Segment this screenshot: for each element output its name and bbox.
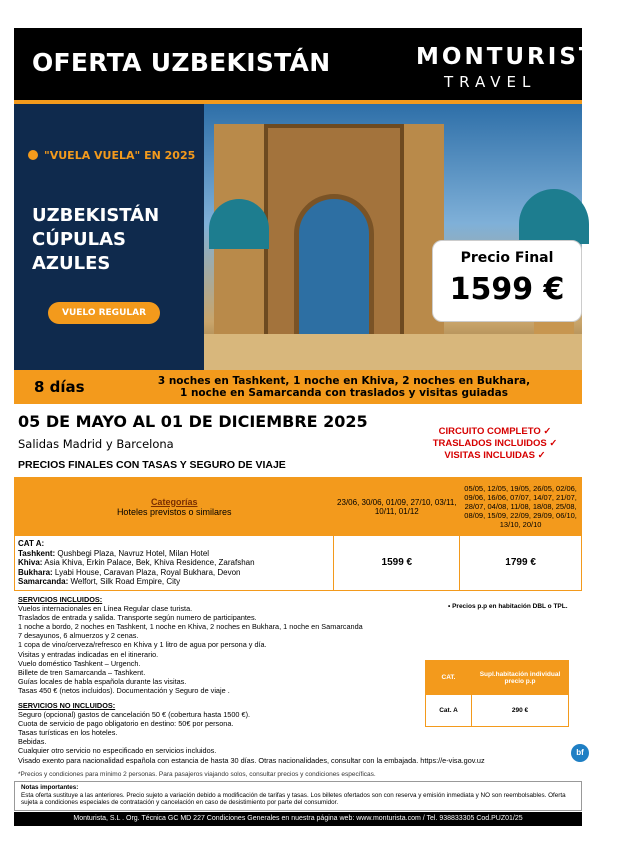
price-table (14, 477, 582, 591)
services-not-included (18, 701, 485, 765)
list-item: Visitas y entradas indicadas en el itinerario. (18, 649, 159, 659)
list-item: Visado exento para nacionalidad española con estancia de hasta 30 días. Otras nacionalidades, consultar con la embajada. https://e-visa.gov.uz (18, 755, 485, 765)
city-name: Tashkent: (18, 548, 56, 558)
header-bar (14, 28, 617, 100)
supplement-table (425, 660, 569, 727)
category-name: CAT A: (18, 539, 45, 548)
hotel-line-samarcanda (18, 577, 330, 587)
price-table-header (15, 478, 582, 536)
vuelo-regular-button[interactable]: VUELO REGULAR (48, 302, 160, 324)
list-item: Seguro (opcional) gastos de cancelación 50 € (cobertura hasta 1500 €). (18, 710, 251, 720)
logo-sub-text: TRAVEL (444, 73, 537, 91)
categories-subtitle: Hoteles previstos o similares (116, 506, 232, 517)
categories-header (15, 478, 334, 536)
city-name: Bukhara: (18, 567, 53, 577)
bullet-icon (28, 150, 38, 160)
offer-title: OFERTA UZBEKISTÁN (32, 48, 331, 77)
trip-nights-description (149, 375, 539, 399)
supplement-header (426, 661, 569, 695)
supplement-col-price: Supl.habitación individual precio p.p (472, 661, 569, 695)
hotel-line-tashkent (18, 549, 330, 559)
list-item: 7 desayunos, 6 almuerzos y 2 cenas. (18, 631, 139, 641)
price-per-person-note: • Precios p.p en habitación DBL o TPL. (448, 603, 568, 610)
final-prices-note: PRECIOS FINALES CON TASAS Y SEGURO DE VIAJE (18, 459, 286, 471)
services-not-included-title: SERVICIOS NO INCLUIDOS: (18, 701, 116, 710)
blue-dome-right (519, 189, 589, 244)
table-row (426, 695, 569, 727)
services-included-title: SERVICIOS INCLUIDOS: (18, 595, 103, 604)
hotels-cell (15, 536, 334, 591)
services-included (18, 595, 363, 695)
feature-traslados: TRASLADOS INCLUIDOS ✓ (432, 438, 558, 449)
hotel-list: Lyabi House, Caravan Plaza, Royal Bukhara, Devon (52, 567, 241, 577)
price-box (432, 240, 582, 322)
list-item: Cuota de servicio de pago obligatorio en destino: 50€ por persona. (18, 719, 234, 729)
list-item: Tasas 450 € (netos incluidos). Documentación y Seguro de viaje . (18, 685, 230, 695)
departures-text: Salidas Madrid y Barcelona (18, 437, 174, 451)
dates-column-1: 23/06, 30/06, 01/09, 27/10, 03/11, 10/11, 01/12 (334, 478, 460, 536)
hero-tag-text: "VUELA VUELA" EN 2025 (44, 149, 196, 162)
feature-visitas: VISITAS INCLUIDAS ✓ (444, 450, 546, 461)
hotel-list: Asia Khiva, Erkin Palace, Bek, Khiva Residence, Zarafshan (42, 558, 255, 567)
hero-banner (14, 104, 582, 370)
categories-title: Categorías (150, 496, 198, 507)
footer-bar: Monturista, S.L . Org. Técnica GC MD 227 Condiciones Generales en nuestra página web: www.monturista.com / Tel. 938833305 Cod.PUZ01/25 (14, 812, 582, 826)
hero-title-line1: UZBEKISTÁN (32, 205, 160, 226)
plaza-ground (204, 334, 582, 370)
included-features (410, 426, 580, 462)
list-item: Guías locales de habla española durante las visitas. (18, 676, 187, 686)
hotel-line-bukhara (18, 568, 330, 578)
trip-days: 8 días (34, 378, 85, 396)
hero-left-panel (14, 104, 204, 370)
list-item: Tasas turísticas en los hoteles. (18, 728, 118, 738)
notes-title: Notas importantes: (21, 784, 79, 791)
price-cell-2: 1799 € (460, 536, 582, 591)
hotel-list: Welfort, Silk Road Empire, City (68, 577, 181, 586)
price-cell-1: 1599 € (334, 536, 460, 591)
logo-main-text: MONTURISTA (416, 44, 617, 70)
city-name: Samarcanda: (18, 577, 69, 586)
list-item: 1 copa de vino/cerveza/refresco en Khiva y 1 litro de agua por persona y día. (18, 640, 267, 650)
hero-title (32, 204, 204, 276)
conditions-note: *Precios y condiciones para mínimo 2 personas. Para pasajeros viajando solos, consultar precios y condiciones específicas. (18, 771, 376, 778)
price-value: 1599 € (449, 272, 565, 307)
trip-desc-line1: 3 noches en Tashkent, 1 noche en Khiva, 2 noches en Bukhara, (157, 375, 531, 387)
hero-tag (28, 149, 195, 162)
hotel-list: Qushbegi Plaza, Navruz Hotel, Milan Hotel (55, 548, 210, 558)
date-range-title: 05 DE MAYO AL 01 DE DICIEMBRE 2025 (18, 412, 368, 431)
notes-text: Esta oferta sustituye a las anteriores. Precio sujeto a variación debido a modificación de tarifas y tasas. Los billetes ofertados son con reserva y emisión inmediata y NO son reembolsables. Oferta sujeta a condiciones especiales de contratación y cancelación en caso de desistimiento por parte del consumidor. (21, 791, 566, 807)
supplement-price: 290 € (472, 695, 569, 727)
list-item: Vuelo doméstico Tashkent – Urgench. (18, 658, 141, 668)
bf-badge-icon[interactable]: bf (571, 744, 589, 762)
list-item: Bebidas. (18, 737, 47, 747)
dates-column-2: 05/05, 12/05, 19/05, 26/05, 02/06, 09/06, 16/06, 07/07, 14/07, 21/07, 28/07, 04/08, 11/08, 18/08, 25/08, 08/09, 15/09, 22/09, 29/09, 06/10, 13/10, 20/10 (460, 478, 582, 536)
list-item: Traslados de entrada y salida. Transporte según numero de participantes. (18, 613, 257, 623)
hero-title-line2: CÚPULAS AZULES (32, 229, 126, 274)
portal-arch (294, 194, 374, 344)
list-item: Cualquier otro servicio no especificado en servicios incluidos. (18, 746, 217, 756)
hotel-line-khiva (18, 558, 330, 568)
price-label: Precio Final (460, 250, 554, 266)
trip-desc-line2: 1 noche en Samarcanda con traslados y visitas guiadas (179, 387, 509, 399)
table-row (15, 536, 582, 591)
important-notes (14, 781, 582, 811)
city-name: Khiva: (18, 558, 43, 567)
supplement-cat: Cat. A (426, 695, 472, 727)
list-item: Vuelos internacionales en Línea Regular clase turista. (18, 604, 193, 614)
list-item: Billete de tren Samarcanda – Tashkent. (18, 667, 146, 677)
supplement-col-cat: CAT. (426, 661, 472, 695)
itinerary-strip (14, 370, 582, 404)
list-item: 1 noche a bordo, 2 noches en Tashkent, 1 noche en Khiva, 2 noches en Bukhara, 1 noche en Samarcanda (18, 622, 363, 632)
feature-circuito: CIRCUITO COMPLETO ✓ (438, 426, 552, 437)
monturista-logo (402, 28, 617, 100)
